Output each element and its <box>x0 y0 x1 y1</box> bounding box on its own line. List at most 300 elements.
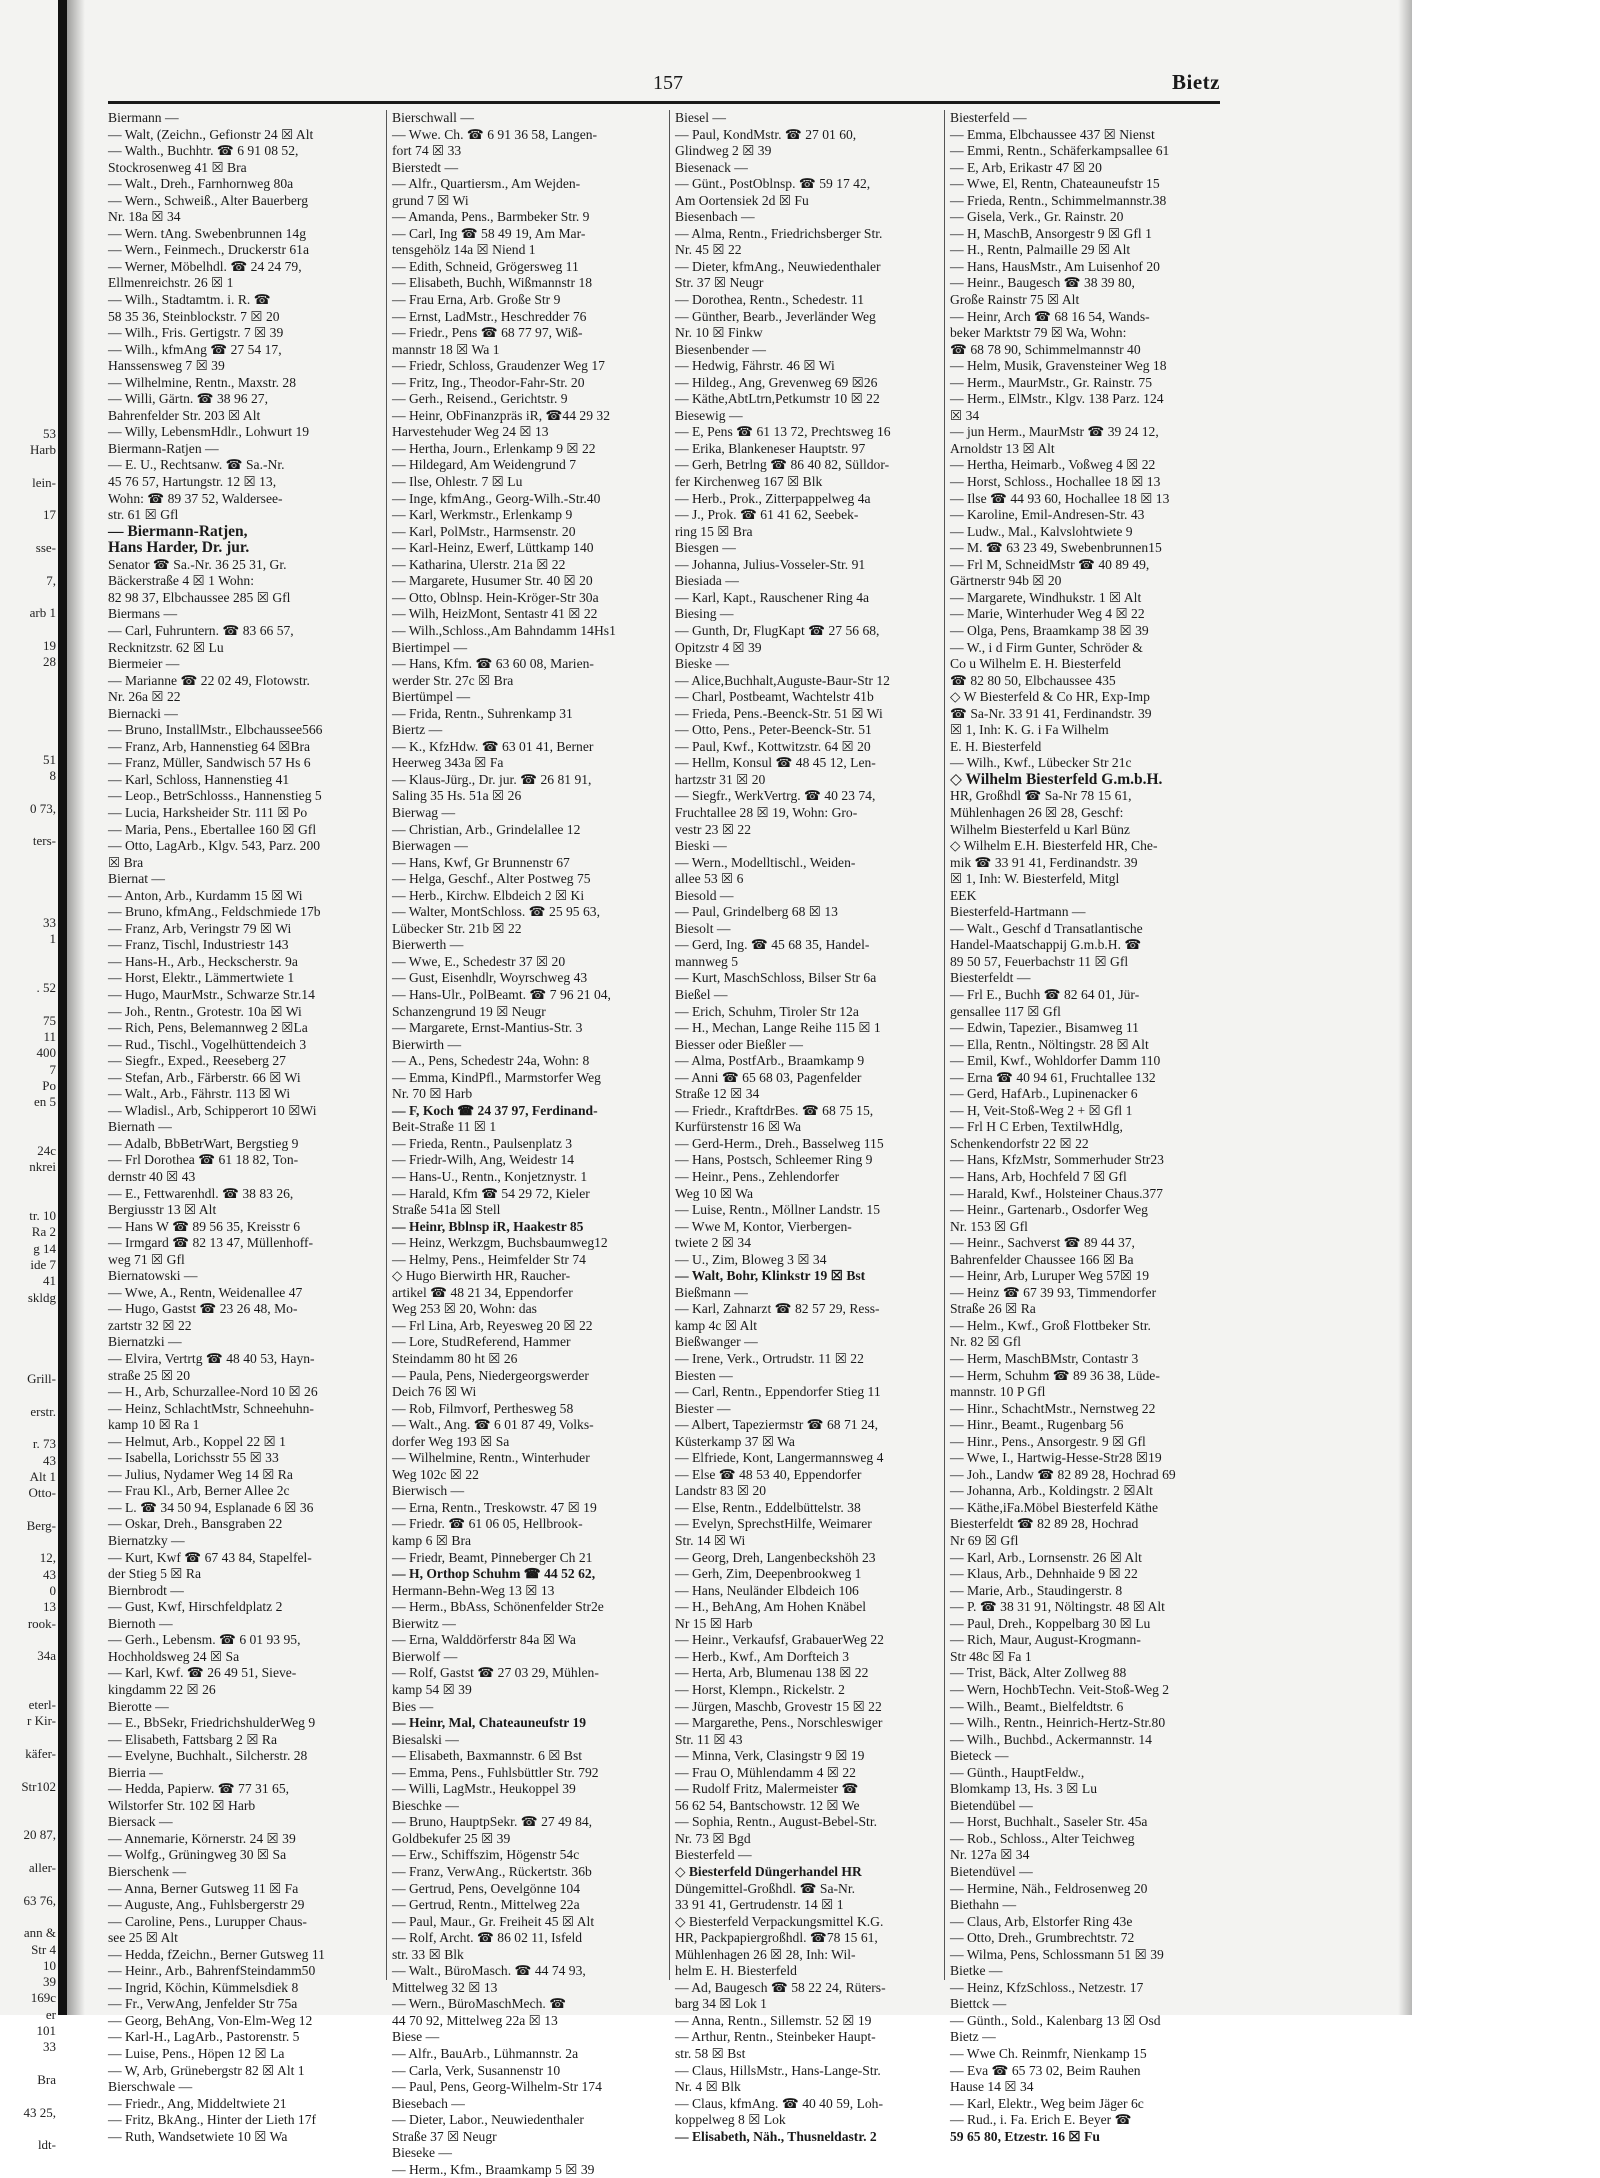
directory-entry: — Wilh., Fris. Gertigstr. 7 ☒ 39 <box>108 325 284 341</box>
directory-entry: — Hermine, Näh., Feldrosenweg 20 <box>950 1880 1148 1896</box>
previous-page-fragment: 11 <box>43 1028 56 1044</box>
directory-entry: str. 33 ☒ Blk <box>392 1946 464 1962</box>
surname-heading: Bieski — <box>675 838 727 854</box>
directory-entry: — H., Mechan, Lange Reihe 115 ☒ 1 <box>675 1020 881 1036</box>
page-edge-shadow <box>1398 0 1412 2015</box>
directory-entry: Bäckerstraße 4 ☒ 1 Wohn: <box>108 573 254 589</box>
directory-entry: 45 76 57, Hartungstr. 12 ☒ 13, <box>108 474 277 490</box>
directory-entry: — Alma, Rentn., Friedrichsberger Str. <box>675 225 883 241</box>
directory-entry: — Elisabeth, Buchh, Wißmannstr 18 <box>392 275 593 291</box>
directory-entry: 33 91 41, Gertrudenstr. 14 ☒ 1 <box>675 1897 844 1913</box>
surname-heading: Biernatowski — <box>108 1268 198 1284</box>
surname-heading: Bietendüvel — <box>950 1863 1033 1879</box>
directory-entry: — Hans-Ulr., PolBeamt. ☎ 7 96 21 04, <box>392 986 611 1002</box>
directory-entry: Nr. 153 ☒ Gfl <box>950 1218 1028 1234</box>
previous-page-fragment <box>0 1681 56 1697</box>
directory-entry: Nr. 73 ☒ Bgd <box>675 1830 751 1846</box>
directory-entry: — Herb., Prok., Zitterpappelweg 4a <box>675 490 871 506</box>
directory-entry: — Adalb, BbBetrWart, Bergstieg 9 <box>108 1135 299 1151</box>
directory-entry: — Carla, Verk, Susannenstr 10 <box>392 2062 561 2078</box>
directory-entry: — Bruno, kfmAng., Feldschmiede 17b <box>108 904 321 920</box>
directory-entry: — Günt., PostOblnsp. ☎ 59 17 42, <box>675 176 871 192</box>
directory-entry: ☎ 68 78 90, Schimmelmannstr 40 <box>950 341 1141 357</box>
previous-page-fragment: Alt 1 <box>29 1468 56 1484</box>
directory-entry: — Carl, Fuhruntern. ☎ 83 66 57, <box>108 622 294 638</box>
directory-entry: Hermann-Behn-Weg 13 ☒ 13 <box>392 1582 555 1598</box>
previous-page-fragment <box>0 687 56 703</box>
previous-page-fragment <box>0 393 56 409</box>
directory-entry: — Claus, Arb, Elstorfer Ring 43e <box>950 1913 1133 1929</box>
directory-entry: — Leop., BetrSchlosss., Hannenstieg 5 <box>108 788 322 804</box>
directory-entry: — Frl H C Erben, TextilwHdlg, <box>950 1119 1123 1135</box>
previous-page-fragment <box>0 1110 56 1126</box>
directory-entry: mannstr. 10 P Gfl <box>950 1384 1046 1400</box>
directory-entry: str. 61 ☒ Gfl <box>108 507 179 523</box>
directory-entry: — Rudolf Fritz, Malermeister ☎ <box>675 1781 859 1797</box>
directory-entry: — Herta, Arb, Blumenau 138 ☒ 22 <box>675 1665 869 1681</box>
directory-entry: — Wilh., Stadtamtm. i. R. ☎ <box>108 292 271 308</box>
directory-entry: — Paula, Pens, Niedergeorgswerder <box>392 1367 589 1383</box>
directory-entry: — Bruno, InstallMstr., Elbchaussee566 <box>108 722 323 738</box>
previous-page-fragment: 51 <box>43 751 56 767</box>
directory-entry: — Herb., Kwf., Am Dorfteich 3 <box>675 1648 850 1664</box>
directory-entry: 82 98 37, Elbchaussee 285 ☒ Gfl <box>108 589 291 605</box>
directory-entry: der Stieg 5 ☒ Ra <box>108 1566 201 1582</box>
directory-entry: — Karl, Arb., Lornsenstr. 26 ☒ Alt <box>950 1549 1142 1565</box>
directory-entry: barg 34 ☒ Lok 1 <box>675 1996 767 2012</box>
directory-entry: — Otto, Dreh., Grumbrechtstr. 72 <box>950 1930 1135 1946</box>
directory-entry: — Wwe, E., Schedestr 37 ☒ 20 <box>392 953 566 969</box>
directory-entry: — Heinr., Gartenarb., Osdorfer Weg <box>950 1202 1148 1218</box>
previous-page-fragment: käfer- <box>25 1745 56 1761</box>
directory-entry: — Ilse ☎ 44 93 60, Hochallee 18 ☒ 13 <box>950 490 1170 506</box>
directory-entry: — Wern., Schweiß., Alter Bauerberg <box>108 192 308 208</box>
directory-entry: — Heinr., Pens., Zehlendorfer <box>675 1169 840 1184</box>
previous-page-fragment <box>0 344 56 360</box>
previous-page-fragment <box>0 1795 56 1811</box>
directory-entry: — Paul, Dreh., Koppelbarg 30 ☒ Lu <box>950 1615 1151 1631</box>
directory-entry: — Biermann-Ratjen, <box>108 522 248 540</box>
previous-page-fragment: 43 <box>43 1452 56 1468</box>
directory-entry: ◇ W Biesterfeld & Co HR, Exp-Imp <box>950 689 1150 705</box>
directory-entry: — Heinr, Mal, Chateauneufstr 19 <box>392 1715 587 1731</box>
previous-page-fragment: 17 <box>43 507 56 523</box>
directory-entry: — Walt., Arb., Fährstr. 113 ☒ Wi <box>108 1086 291 1102</box>
previous-page-fragment <box>0 214 56 230</box>
directory-entry: ◇ Biesterfeld Verpackungsmittel K.G. <box>675 1913 884 1929</box>
directory-entry: — Gerh., Reisend., Gerichtstr. 9 <box>392 391 568 407</box>
directory-entry: — Elfriede, Kont, Langermannsweg 4 <box>675 1450 884 1466</box>
directory-entry: Opitzstr 4 ☒ 39 <box>675 639 762 655</box>
directory-entry: — Gerh, Betrlng ☎ 86 40 82, Sülldor- <box>675 457 890 473</box>
directory-entry: Hochholdsweg 24 ☒ Sa <box>108 1648 240 1664</box>
directory-entry: str. 58 ☒ Bst <box>675 2045 746 2061</box>
surname-heading: Biertz — <box>392 722 443 738</box>
directory-entry: — Herb., Kirchw. Elbdeich 2 ☒ Ki <box>392 887 585 903</box>
directory-entry: — Emma, KindPfl., Marmstorfer Weg <box>392 1069 601 1085</box>
column-separator <box>386 110 387 1980</box>
previous-page-fragment <box>0 198 56 214</box>
previous-page-fragment: r Kir- <box>27 1713 56 1729</box>
directory-entry: — Wilh.,Schloss.,Am Bahndamm 14Hs1 <box>392 622 616 638</box>
directory-entry: — Irene, Verk., Ortrudstr. 11 ☒ 22 <box>675 1351 864 1367</box>
surname-heading: Bierschwale — <box>108 2079 193 2095</box>
directory-entry: Nr. 82 ☒ Gfl <box>950 1334 1022 1350</box>
directory-entry: — Erna ☎ 40 94 61, Fruchtallee 132 <box>950 1069 1156 1085</box>
directory-entry: — Marie, Arb., Staudingerstr. 8 <box>950 1582 1123 1598</box>
directory-entry: — Helm., Kwf., Groß Flottbeker Str. <box>950 1317 1151 1333</box>
directory-entry: — Alfr., Quartiersm., Am Wejden- <box>392 176 581 192</box>
previous-page-fragment: 53 <box>43 425 56 441</box>
surname-heading: Bießel — <box>675 986 728 1002</box>
directory-entry: — Karl-Heinz, Ewerf, Lüttkamp 140 <box>392 540 594 556</box>
directory-entry: — Wilh., Beamt., Bielfeldtstr. 6 <box>950 1698 1124 1714</box>
directory-entry: — Siegfr., WerkVertrg. ☎ 40 23 74, <box>675 788 876 804</box>
previous-page-fragment <box>0 850 56 866</box>
previous-page-fragment: 169c <box>30 1990 56 2006</box>
directory-entry: — Alma, PostfArb., Braamkamp 9 <box>675 1053 865 1069</box>
directory-entry: Wilstorfer Str. 102 ☒ Harb <box>108 1797 256 1813</box>
directory-entry: — Joh., Landw ☎ 82 89 28, Hochrad 69 <box>950 1466 1176 1482</box>
directory-entry: — Trist, Bäck, Alter Zollweg 88 <box>950 1665 1127 1681</box>
directory-entry: Landstr 83 ☒ 20 <box>675 1483 767 1499</box>
directory-entry: Mittelweg 32 ☒ 13 <box>392 1979 498 1995</box>
previous-page-fragment: Grill- <box>27 1371 56 1387</box>
directory-entry: — Inge, kfmAng., Georg-Wilh.-Str.40 <box>392 490 601 506</box>
directory-entry: — H., Rentn, Palmaille 29 ☒ Alt <box>950 242 1131 258</box>
directory-entry: — Erna, Rentn., Treskowstr. 47 ☒ 19 <box>392 1499 597 1515</box>
directory-entry: Küsterkamp 37 ☒ Wa <box>675 1433 795 1449</box>
directory-entry: — Franz, Müller, Sandwisch 57 Hs 6 <box>108 755 311 771</box>
directory-entry: — Olga, Pens, Braamkamp 38 ☒ 39 <box>950 622 1149 638</box>
previous-page-fragment: en 5 <box>33 1094 56 1110</box>
directory-entry: — Rud., Tischl., Vogelhüttendeich 3 <box>108 1036 307 1052</box>
surname-heading: Biernoth — <box>108 1615 173 1631</box>
surname-heading: Biernath — <box>108 1119 172 1135</box>
directory-entry: — Friedr, Beamt, Pinneberger Ch 21 <box>392 1549 593 1565</box>
directory-entry: — Franz, VerwAng., Rückertstr. 36b <box>392 1863 592 1879</box>
directory-entry: — A., Pens, Schedestr 24a, Wohn: 8 <box>392 1053 590 1069</box>
directory-entry: — Wilh., Kwf., Lübecker Str 21c <box>950 755 1132 771</box>
directory-entry: Mühlenhagen 26 ☒ 28, Geschf: <box>950 804 1124 820</box>
directory-entry: — Herm., BbAss, Schönenfelder Str2e <box>392 1599 604 1615</box>
previous-page-fragment <box>0 1762 56 1778</box>
directory-entry: Nr. 127a ☒ 34 <box>950 1847 1030 1863</box>
directory-entry: — Caroline, Pens., Lurupper Chaus- <box>108 1913 307 1929</box>
previous-page-fragment <box>0 181 56 197</box>
directory-entry: — Wolfg., Grüningweg 30 ☒ Sa <box>108 1847 287 1863</box>
previous-page-fragment <box>0 1632 56 1648</box>
directory-entry: — Hedwig, Fährstr. 46 ☒ Wi <box>675 358 835 374</box>
directory-entry: Str. 37 ☒ Neugr <box>675 275 764 291</box>
previous-page-fragment <box>0 817 56 833</box>
directory-entry: — Hildegard, Am Weidengrund 7 <box>392 457 577 473</box>
surname-heading: Bierstedt — <box>392 159 459 175</box>
surname-heading: Biesgen — <box>675 540 736 556</box>
previous-page-fragment: 1 <box>49 931 56 947</box>
directory-entry: — Claus, HillsMstr., Hans-Lange-Str. <box>675 2062 881 2078</box>
directory-entry: — Wilhelmine, Rentn., Winterhuder <box>392 1450 590 1466</box>
surname-heading: Biernacki — <box>108 705 178 721</box>
directory-entry: — Walt., Geschf d Transatlantische <box>950 920 1143 936</box>
directory-entry: dorfer Weg 193 ☒ Sa <box>392 1433 510 1449</box>
directory-entry: — Christian, Arb., Grindelallee 12 <box>392 821 581 837</box>
previous-page-fragment: 41 <box>43 1273 56 1289</box>
directory-entry: — Else ☎ 48 53 40, Eppendorfer <box>675 1466 862 1482</box>
directory-entry: — Carl, Rentn., Eppendorfer Stieg 11 <box>675 1384 881 1400</box>
directory-entry: — Dieter, Labor., Neuwiedenthaler <box>392 2112 584 2128</box>
directory-entry: — Franz, Arb, Hannenstieg 64 ☒Bra <box>108 738 311 754</box>
directory-entry: — Heinz, Werkzgm, Buchsbaumweg12 <box>392 1235 608 1251</box>
directory-entry: Ellmenreichstr. 26 ☒ 1 <box>108 275 234 291</box>
directory-entry: — Hans, KfzMstr, Sommerhuder Str23 <box>950 1152 1164 1168</box>
directory-column-3 <box>675 110 945 2144</box>
directory-columns <box>108 110 1220 2177</box>
directory-entry: — W., i d Firm Gunter, Schröder & <box>950 639 1143 655</box>
directory-entry: — Fr., VerwAng, Jenfelder Str 75a <box>108 1996 298 2012</box>
directory-entry: — Wern, HochbTechn. Veit-Stoß-Weg 2 <box>950 1681 1170 1697</box>
surname-heading: Biesebach — <box>392 2095 465 2111</box>
directory-entry: — Claus, kfmAng. ☎ 40 40 59, Loh- <box>675 2095 883 2111</box>
directory-entry: — Helm, Musik, Gravensteiner Weg 18 <box>950 358 1167 374</box>
directory-entry: Nr. 70 ☒ Harb <box>392 1086 473 1102</box>
directory-entry: E. H. Biesterfeld <box>950 738 1042 754</box>
previous-page-fragment <box>0 1909 56 1925</box>
directory-entry: tensgehölz 14a ☒ Niend 1 <box>392 242 536 258</box>
directory-entry: — Hans, Arb, Hochfeld 7 ☒ Gfl <box>950 1169 1127 1184</box>
surname-heading: Bierwolf — <box>392 1648 458 1664</box>
directory-entry: — Hertha, Heimarb., Voßweg 4 ☒ 22 <box>950 457 1156 473</box>
directory-entry: — Rolf, Gastst ☎ 27 03 29, Mühlen- <box>392 1665 599 1681</box>
spine-shadow <box>67 0 85 2015</box>
surname-heading: Biernat — <box>108 871 166 887</box>
previous-page-fragment <box>0 100 56 116</box>
directory-entry: — Margarethe, Pens., Norschleswiger <box>675 1715 883 1731</box>
directory-entry: — Hinr., Pens., Ansorgestr. 9 ☒ Gfl <box>950 1433 1146 1449</box>
surname-heading: Biesenbender — <box>675 341 766 357</box>
directory-entry: — Frl E., Buchh ☎ 82 64 01, Jür- <box>950 986 1140 1002</box>
directory-entry: — Harald, Kwf., Holsteiner Chaus.377 <box>950 1185 1163 1201</box>
directory-entry: — Gertrud, Pens, Oevelgönne 104 <box>392 1880 581 1896</box>
previous-page-fragment <box>0 719 56 735</box>
directory-entry: — Heinr., Sachverst ☎ 89 44 37, <box>950 1235 1135 1251</box>
directory-entry: — Fritz, Ing., Theodor-Fahr-Str. 20 <box>392 374 585 390</box>
directory-entry: — P. ☎ 38 31 91, Nöltingstr. 48 ☒ Alt <box>950 1599 1165 1615</box>
directory-entry: — E, Pens ☎ 61 13 72, Prechtsweg 16 <box>675 424 891 440</box>
directory-entry: — Wilh., kfmAng ☎ 27 54 17, <box>108 341 282 357</box>
column-separator <box>669 110 670 1980</box>
directory-entry: — Gerh., Lebensm. ☎ 6 01 93 95, <box>108 1632 301 1648</box>
previous-page-fragment: 33 <box>43 914 56 930</box>
directory-entry: — Amanda, Pens., Barmbeker Str. 9 <box>392 209 590 225</box>
previous-page-fragment <box>0 1306 56 1322</box>
directory-entry: — Walt., Ang. ☎ 6 01 87 49, Volks- <box>392 1417 594 1433</box>
directory-entry: — Gerh, Zim, Deepenbrookweg 1 <box>675 1566 862 1582</box>
surname-heading: Bietendübel — <box>950 1797 1033 1813</box>
directory-entry: — Günther, Bearb., Jeverländer Weg <box>675 308 876 324</box>
directory-entry: — Horst, Elektr., Lämmertwiete 1 <box>108 970 295 986</box>
directory-entry: Gärtnerstr 94b ☒ 20 <box>950 573 1062 589</box>
directory-entry: — Emil, Kwf., Wohldorfer Damm 110 <box>950 1053 1161 1069</box>
previous-page-fragment <box>0 149 56 165</box>
directory-entry: — Elvira, Vertrtg ☎ 48 40 53, Hayn- <box>108 1351 315 1367</box>
directory-entry: — Walter, MontSchloss. ☎ 25 95 63, <box>392 904 600 920</box>
surname-heading: Biesing — <box>675 606 734 622</box>
previous-page-fragment: 101 <box>36 2023 56 2039</box>
surname-heading: Bierschwall — <box>392 110 474 125</box>
directory-entry: — Hans, Neuländer Elbdeich 106 <box>675 1582 859 1598</box>
surname-heading: Biesel — <box>675 110 726 125</box>
directory-entry: — Heinz, SchlachtMstr, Schneehuhn- <box>108 1400 314 1416</box>
previous-page-fragment <box>0 703 56 719</box>
previous-page-fragment: 19 <box>43 637 56 653</box>
directory-entry: straße 25 ☒ 20 <box>108 1367 191 1383</box>
directory-entry: — Fritz, BkAng., Hinter der Lieth 17f <box>108 2112 317 2128</box>
directory-entry: 58 35 36, Steinblockstr. 7 ☒ 20 <box>108 308 280 324</box>
directory-entry: mannweg 5 <box>675 953 739 969</box>
directory-entry: — Otto, Pens., Peter-Beenck-Str. 51 <box>675 722 872 738</box>
directory-entry: — Karl-H., LagArb., Pastorenstr. 5 <box>108 2029 300 2045</box>
previous-page-fragment <box>0 1420 56 1436</box>
surname-heading: Biese — <box>392 2029 440 2045</box>
directory-entry: — Walt, Bohr, Klinkstr 19 ☒ Bst <box>675 1268 866 1284</box>
surname-heading: Biermann-Ratjen — <box>108 440 219 456</box>
surname-heading: Bieteck — <box>950 1748 1009 1764</box>
directory-entry: Nr 69 ☒ Gfl <box>950 1533 1019 1549</box>
directory-entry: — Otto, Oblnsp. Hein-Kröger-Str 30a <box>392 589 599 605</box>
directory-entry: — Marie, Winterhuder Weg 4 ☒ 22 <box>950 606 1145 622</box>
directory-entry: — Walt., Dreh., Farnhornweg 80a <box>108 176 294 192</box>
directory-entry: Bahrenfelder Str. 203 ☒ Alt <box>108 407 261 423</box>
directory-entry: — Oskar, Dreh., Bansgraben 22 <box>108 1516 283 1532</box>
surname-heading: Biesterfeld — <box>675 1847 752 1863</box>
previous-page-fragment: ann & <box>23 1925 56 1941</box>
previous-page-fragment <box>0 996 56 1012</box>
previous-page-fragment: 7 <box>49 1061 56 1077</box>
directory-entry: — Margarete, Husumer Str. 40 ☒ 20 <box>392 573 593 589</box>
surname-heading: Bierwag — <box>392 804 456 820</box>
previous-page-fragment: Harb <box>30 442 56 458</box>
previous-page-fragment <box>0 116 56 132</box>
directory-entry: Arnoldstr 13 ☒ Alt <box>950 440 1055 456</box>
directory-entry: Nr. 26a ☒ 22 <box>108 689 181 705</box>
directory-entry: — Bruno, HauptpSekr. ☎ 27 49 84, <box>392 1814 593 1830</box>
previous-page-fragment: lein- <box>32 474 56 490</box>
directory-entry: — Johanna, Julius-Vosseler-Str. 91 <box>675 556 866 572</box>
previous-page-fragment: rook- <box>27 1615 56 1631</box>
previous-page-fragment: . 52 <box>36 980 56 996</box>
directory-entry: — Karl, Zahnarzt ☎ 82 57 29, Ress- <box>675 1301 880 1317</box>
directory-entry: ◇ Wilhelm Biesterfeld G.m.b.H. <box>950 770 1163 788</box>
previous-page-fragment <box>0 1339 56 1355</box>
directory-entry: — Karl, PolMstr., Harmsenstr. 20 <box>392 523 576 539</box>
directory-entry: — Ad, Baugesch ☎ 58 22 24, Rüters- <box>675 1979 886 1995</box>
directory-entry: — Hildeg., Ang, Grevenweg 69 ☒26 <box>675 374 878 390</box>
directory-entry: — Heinr., Baugesch ☎ 38 39 80, <box>950 275 1135 291</box>
directory-entry: — Karl, Kwf. ☎ 26 49 51, Sieve- <box>108 1665 297 1681</box>
previous-page-fragment: nkrei <box>29 1159 56 1175</box>
directory-entry: — Hugo, MaurMstr., Schwarze Str.14 <box>108 986 315 1002</box>
directory-entry: — Isabella, Lorichsstr 55 ☒ 33 <box>108 1450 279 1466</box>
directory-entry: — Heinr., Arb., BahrenfSteindamm50 <box>108 1963 316 1979</box>
directory-entry: — Hinr., SchachtMstr., Nernstweg 22 <box>950 1400 1156 1416</box>
directory-entry: — Horst, Klempn., Rickelstr. 2 <box>675 1681 845 1697</box>
directory-entry: Weg 10 ☒ Wa <box>675 1185 754 1201</box>
surname-heading: Biesterfeld — <box>950 110 1027 125</box>
directory-entry: — Wern., Feinmech., Druckerstr 61a <box>108 242 309 258</box>
directory-entry: 44 70 92, Mittelweg 22a ☒ 13 <box>392 2012 558 2028</box>
directory-entry: — Frau Erna, Arb. Große Str 9 <box>392 292 561 308</box>
directory-entry: kamp 10 ☒ Ra 1 <box>108 1417 200 1433</box>
surname-heading: Bieschke — <box>392 1797 459 1813</box>
directory-entry: — Gerd, Ing. ☎ 45 68 35, Handel- <box>675 937 870 953</box>
directory-column-1 <box>108 110 378 2144</box>
directory-entry: Saling 35 Hs. 51a ☒ 26 <box>392 788 522 804</box>
previous-page-fragment <box>0 589 56 605</box>
directory-entry: Glindweg 2 ☒ 39 <box>675 143 772 159</box>
directory-entry: — Walt, (Zeichn., Gefionstr 24 ☒ Alt <box>108 126 314 142</box>
directory-entry: — E., BbSekr, FriedrichshulderWeg 9 <box>108 1715 316 1731</box>
directory-entry: — Heinr, ObFinanzpräs iR, ☎44 29 32 <box>392 407 611 423</box>
directory-entry: — jun Herm., MaurMstr ☎ 39 24 12, <box>950 424 1159 440</box>
directory-entry: — Helmy, Pens., Heimfelder Str 74 <box>392 1251 586 1267</box>
directory-entry: — Hugo, Gastst ☎ 23 26 48, Mo- <box>108 1301 298 1317</box>
surname-heading: Biesolt — <box>675 920 731 936</box>
previous-page-fragment: 28 <box>43 654 56 670</box>
directory-entry: — Wern. tAng. Swebenbrunnen 14g <box>108 225 306 241</box>
directory-entry: — Frieda, Rentn., Schimmelmannstr.38 <box>950 192 1167 208</box>
previous-page-fragment <box>0 947 56 963</box>
directory-entry: — Ella, Rentn., Nöltingstr. 28 ☒ Alt <box>950 1036 1149 1052</box>
directory-entry: — Otto, LagArb., Klgv. 543, Parz. 200 <box>108 838 321 854</box>
directory-entry: — Luise, Pens., Höpen 12 ☒ La <box>108 2045 285 2061</box>
surname-heading: Biermans — <box>108 606 178 622</box>
previous-page-fragment <box>0 1844 56 1860</box>
previous-page-fragments <box>0 100 56 2153</box>
directory-entry: Weg 102c ☒ 22 <box>392 1466 479 1482</box>
directory-entry: — E, Arb, Erikastr 47 ☒ 20 <box>950 159 1102 175</box>
directory-entry: — Ernst, LadMstr., Heschredder 76 <box>392 308 587 324</box>
directory-entry: — Friedr. ☎ 61 06 05, Hellbrook- <box>392 1516 583 1532</box>
directory-entry: — Anni ☎ 65 68 03, Pagenfelder <box>675 1069 862 1085</box>
directory-entry: gensallee 117 ☒ Gfl <box>950 1003 1061 1019</box>
directory-entry: — Wilh., Rentn., Heinrich-Hertz-Str.80 <box>950 1715 1166 1731</box>
directory-entry: — L. ☎ 34 50 94, Esplanade 6 ☒ 36 <box>108 1499 314 1515</box>
directory-entry: weg 71 ☒ Gfl <box>108 1251 185 1267</box>
directory-entry: — Willy, LebensmHdlr., Lohwurt 19 <box>108 424 310 440</box>
previous-page-fragment: 34a <box>37 1648 56 1664</box>
previous-page-fragment <box>0 622 56 638</box>
directory-entry: Biesterfeldt ☎ 82 89 28, Hochrad <box>950 1516 1139 1532</box>
directory-entry: — Frl Lina, Arb, Reyesweg 20 ☒ 22 <box>392 1317 593 1333</box>
previous-page-fragment: eterl- <box>28 1697 56 1713</box>
directory-entry: — Lucia, Harksheider Str. 111 ☒ Po <box>108 804 308 820</box>
directory-entry: — Hans-U., Rentn., Konjetznystr. 1 <box>392 1169 588 1184</box>
directory-entry: — Paul, Maur., Gr. Freiheit 45 ☒ Alt <box>392 1913 595 1929</box>
directory-entry: — Gerd-Herm., Dreh., Basselweg 115 <box>675 1135 884 1151</box>
directory-entry: — Wern., BüroMaschMech. ☎ <box>392 1996 567 2012</box>
directory-entry: Stockrosenweg 41 ☒ Bra <box>108 159 247 175</box>
directory-entry: — Wwe, I., Hartwig-Hesse-Str28 ☒19 <box>950 1450 1162 1466</box>
surname-heading: Biesten — <box>675 1367 733 1383</box>
previous-page-fragment: Ra 2 <box>31 1224 56 1240</box>
directory-entry: — Käthe,AbtLtrn,Petkumstr 10 ☒ 22 <box>675 391 880 407</box>
directory-entry: — Gunth, Dr, FlugKapt ☎ 27 56 68, <box>675 622 880 638</box>
directory-entry: — Else, Rentn., Eddelbüttelstr. 38 <box>675 1499 861 1515</box>
directory-entry: Str 48c ☒ Fa 1 <box>950 1648 1032 1664</box>
directory-entry: Nr. 10 ☒ Finkw <box>675 325 763 341</box>
directory-entry: ☒ Bra <box>108 854 144 870</box>
